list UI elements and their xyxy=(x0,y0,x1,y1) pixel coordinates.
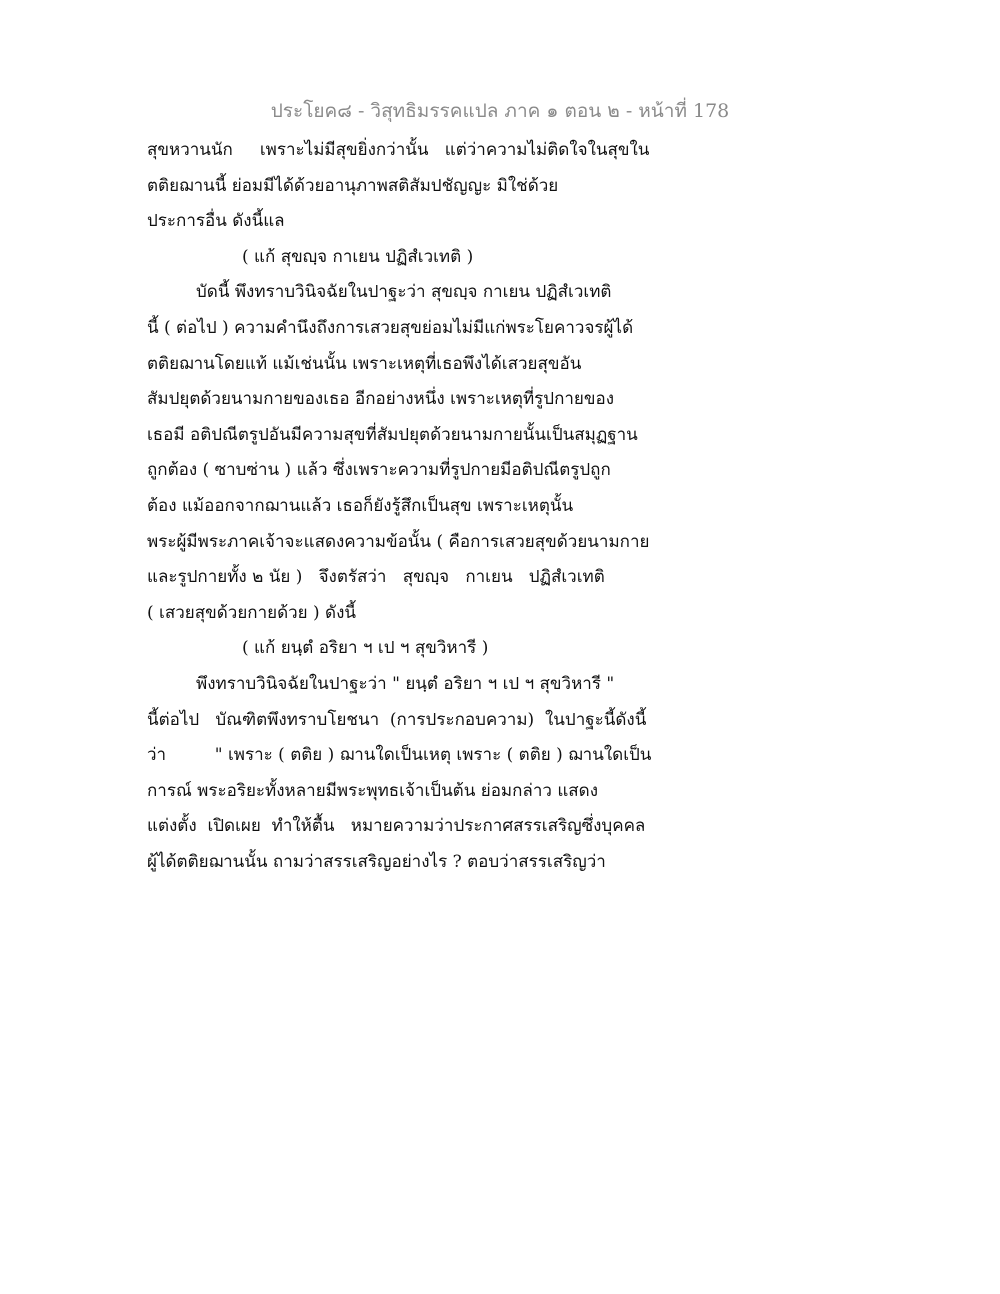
text-line: เธอมี อติปณีตรูปอันมีความสุขที่สัมปยุตด้วยนามกายนั้นเป็นสมุฏฐาน xyxy=(147,424,638,445)
text-line: และรูปกายทั้ง ๒ นัย ) จึงตรัสว่า สุขญฺจ กาเยน ปฏิสํเวเทติ xyxy=(147,567,605,588)
text-line: การณ์ พระอริยะทั้งหลายมีพระพุทธเจ้าเป็นต้น ย่อมกล่าว แสดง xyxy=(147,780,599,801)
section-heading: ( แก้ ยนฺตํ อริยา ฯ เป ฯ สุขวิหารี ) xyxy=(242,638,489,659)
text-line: นี้ ( ต่อไป ) ความคำนึงถึงการเสวยสุขย่อมไม่มีแก่พระโยคาวจรผู้ได้ xyxy=(147,317,634,338)
body-text xyxy=(147,133,652,880)
text-line: สุขหวานนัก เพราะไม่มีสุขยิ่งกว่านั้น แต่ว่าความไม่ติดใจในสุขใน xyxy=(147,140,650,160)
section-heading: ( แก้ สุขญฺจ กาเยน ปฏิสํเวเทติ ) xyxy=(242,246,474,267)
text-line: พระผู้มีพระภาคเจ้าจะแสดงความข้อนั้น ( คือการเสวยสุขด้วยนามกาย xyxy=(147,531,650,552)
text-line: ตติยฌานโดยแท้ แม้เช่นนั้น เพราะเหตุที่เธอพึงได้เสวยสุขอัน xyxy=(147,353,582,374)
running-title: ประโยค๘ - วิสุทธิมรรคแปล ภาค ๑ ตอน ๒ - หน้าที่ xyxy=(270,100,687,122)
page-header xyxy=(0,96,1000,126)
text-line: พึงทราบวินิจฉัยในปาฐะว่า " ยนฺตํ อริยา ฯ เป ฯ สุขวิหารี " xyxy=(196,673,615,694)
text-line: ต้อง แม้ออกจากฌานแล้ว เธอก็ยังรู้สึกเป็นสุข เพราะเหตุนั้น xyxy=(147,495,574,516)
page-number: 178 xyxy=(692,100,730,122)
text-line: แต่งตั้ง เปิดเผย ทำให้ตื้น หมายความว่าประกาศสรรเสริญซึ่งบุคคล xyxy=(147,816,646,837)
text-line: ประการอื่น ดังนี้แล xyxy=(147,211,285,232)
text-line: นี้ต่อไป บัณฑิตพึงทราบโยชนา (การประกอบความ) ในปาฐะนี้ดังนี้ xyxy=(147,709,647,730)
text-line: ผู้ได้ตติยฌานนั้น ถามว่าสรรเสริญอย่างไร ? ตอบว่าสรรเสริญว่า xyxy=(147,851,606,872)
text-line: สัมปยุตด้วยนามกายของเธอ อีกอย่างหนึ่ง เพราะเหตุที่รูปกายของ xyxy=(147,389,615,410)
text-line: ตติยฌานนี้ ย่อมมีได้ด้วยอานุภาพสติสัมปชัญญะ มิใช่ด้วย xyxy=(147,175,559,196)
text-line: บัดนี้ พึงทราบวินิจฉัยในปาฐะว่า สุขญฺจ กาเยน ปฏิสํเวเทติ xyxy=(196,282,612,303)
text-line: ถูกต้อง ( ซาบซ่าน ) แล้ว ซึ่งเพราะความที่รูปกายมีอติปณีตรูปถูก xyxy=(147,460,611,481)
text-line: ว่า " เพราะ ( ตติย ) ฌานใดเป็นเหตุ เพราะ ( ตติย ) ฌานใดเป็น xyxy=(147,745,652,766)
text-line: ( เสวยสุขด้วยกายด้วย ) ดังนี้ xyxy=(147,602,357,623)
